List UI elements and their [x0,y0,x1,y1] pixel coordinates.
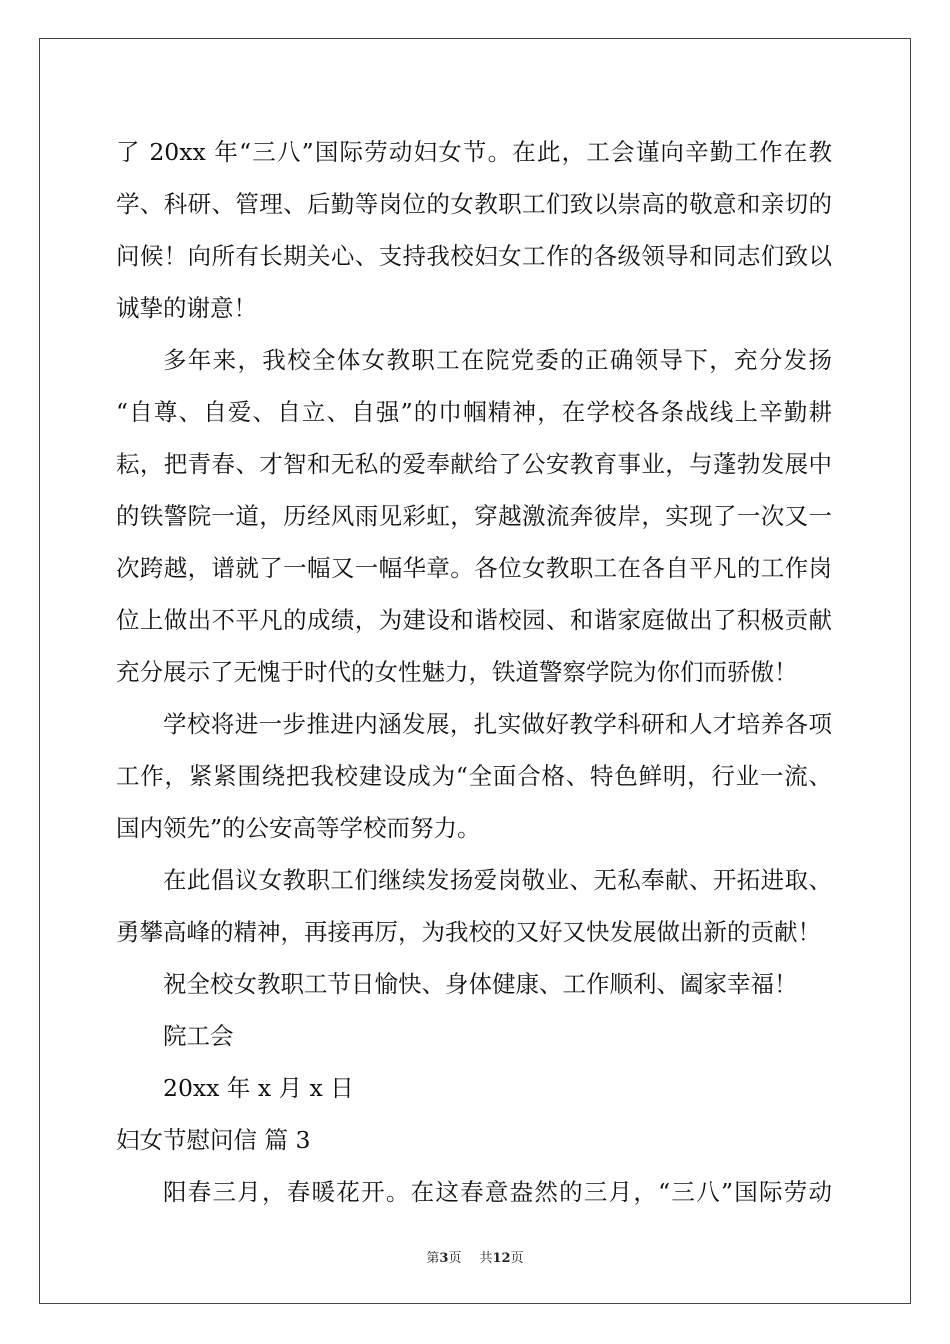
text-line: 工作，紧紧围绕把我校建设成为“全面合格、特色鲜明，行业一流、 [116,762,832,790]
paragraph-start: 祝全校女教职工节日愉快、身体健康、工作顺利、阖家幸福！ [163,970,798,998]
text-line: 了 20xx 年“三八”国际劳动妇女节。在此，工会谨向辛勤工作在教 [116,138,832,166]
text-line: 充分展示了无愧于时代的女性魅力，铁道警察学院为你们而骄傲！ [116,658,798,686]
page-number: 3 [439,1251,449,1266]
total-pages: 12 [492,1251,511,1266]
total-label-suffix: 页 [510,1251,524,1266]
text-line: 国内领先”的公安高等学校而努力。 [116,814,481,842]
text-line: “自尊、自爱、自立、自强”的巾帼精神，在学校各条战线上辛勤耕 [116,398,832,426]
page-label-suffix: 页 [448,1251,462,1266]
text-line: 问候！向所有长期关心、支持我校妇女工作的各级领导和同志们致以 [116,242,832,270]
text-line: 次跨越，谱就了一幅又一幅华章。各位女教职工在各自平凡的工作岗 [116,554,832,582]
text-line: 诚挚的谢意！ [116,294,257,322]
text-line: 的铁警院一道，历经风雨见彩虹，穿越激流奔彼岸，实现了一次又一 [116,502,832,530]
paragraph-start: 在此倡议女教职工们继续发扬爱岗敬业、无私奉献、开拓进取、 [163,866,832,894]
text-line: 学、科研、管理、后勤等岗位的女教职工们致以崇高的敬意和亲切的 [116,190,832,218]
page-label-prefix: 第 [426,1251,440,1266]
signature-line: 院工会 [163,1022,234,1050]
total-label-prefix: 共 [479,1251,493,1266]
paragraph-start: 阳春三月，春暖花开。在这春意盎然的三月，“三八”国际劳动 [163,1178,832,1206]
page-footer [0,1247,950,1266]
text-line: 位上做出不平凡的成绩，为建设和谐校园、和谐家庭做出了积极贡献 [116,606,832,634]
paragraph-start: 多年来，我校全体女教职工在院党委的正确领导下，充分发扬 [163,346,832,374]
text-line: 耘，把青春、才智和无私的爱奉献给了公安教育事业，与蓬勃发展中 [116,450,832,478]
document-body [116,126,832,1218]
date-line: 20xx 年 x 月 x 日 [163,1074,354,1102]
section-heading: 妇女节慰问信 篇 3 [116,1126,311,1154]
text-line: 勇攀高峰的精神，再接再厉，为我校的又好又快发展做出新的贡献！ [116,918,821,946]
paragraph-start: 学校将进一步推进内涵发展，扎实做好教学科研和人才培养各项 [163,710,832,738]
